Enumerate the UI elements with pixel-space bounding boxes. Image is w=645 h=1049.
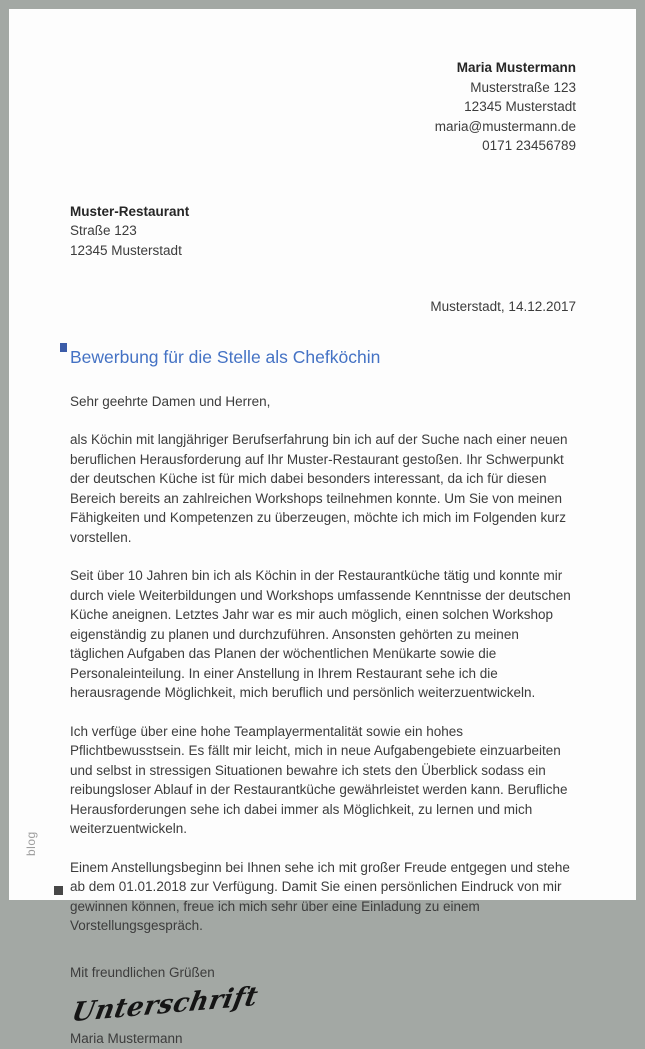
body-paragraph-2: Seit über 10 Jahren bin ich als Köchin in der Restaurantküche tätig und konnte mir durch viele Weiterbildungen und Workshops umfassende Kenntnisse der deutschen Küche aneignen. Letztes Jahr war es mir auch möglich, einen solchen Workshop eigenständig zu planen und durchzuführen. Ansonsten gehörten zu meinen täglichen Aufgaben das Planen der wöchentlichen Menükarte sowie die Personaleinteilung. In einer Anstellung in Ihrem Restaurant sehe ich die herausragende Möglichkeit, mich beruflich und persönlich weiterzuentwickeln.	[70, 568, 571, 700]
recipient-name: Muster-Restaurant	[70, 203, 190, 219]
closing-line: Mit freundlichen Grüßen	[70, 964, 215, 980]
sender-address-block	[70, 58, 576, 156]
corner-mark-square	[54, 886, 63, 895]
body-paragraph-4: Einem Anstellungsbeginn bei Ihnen sehe ich mit großer Freude entgegen und stehe ab dem 01.01.2018 zur Verfügung. Damit Sie einen persönlichen Eindruck von mir gewinnen können, freue ich mich sehr über eine Einladung zu einem Vorstellungsgespräch.	[70, 859, 570, 933]
signed-name: Maria Mustermann	[70, 1031, 183, 1046]
subject-bullet-square	[60, 343, 67, 352]
letter-page	[9, 9, 636, 1046]
recipient-street: Straße 123	[70, 223, 137, 238]
body-paragraph-1: als Köchin mit langjähriger Berufserfahrung bin ich auf der Suche nach einer neuen beruflichen Herausforderung auf Ihr Muster-Restaurant gestoßen. Ihr Schwerpunkt der deutschen Küche ist für mich dabei besonders interessant, da ich für diesen Bereich bereits an zahlreichen Workshops teilnehmen konnte. Um Sie von meinen Fähigkeiten und Kompetenzen zu überzeugen, möchte ich mich im Folgenden kurz vorstellen.	[70, 432, 568, 545]
subject-text: Bewerbung für die Stelle als Chefköchin	[70, 346, 381, 367]
sender-city: 12345 Musterstadt	[464, 99, 576, 114]
date-line: Musterstadt, 14.12.2017	[430, 299, 576, 314]
recipient-city: 12345 Musterstadt	[70, 242, 182, 258]
recipient-address-block	[70, 202, 576, 261]
blog-watermark: blog	[24, 831, 38, 856]
sender-name: Maria Mustermann	[456, 60, 576, 75]
salutation: Sehr geehrte Damen und Herren,	[70, 393, 271, 409]
body-paragraph-3: Ich verfüge über eine hohe Teamplayermentalität sowie ein hohes Pflichtbewusstsein. Es fällt mir leicht, mich in neue Aufgabengebiete einzuarbeiten und selbst in stressigen Situationen bewahre ich stets den Überblick sodass ein reibungsloser Ablauf in der Restaurantküche gewährleistet werden kann. Berufliche Herausforderungen sehe ich dabei immer als Möglichkeit, zu lernen und mich weiterzuentwickeln.	[70, 723, 568, 836]
sender-street: Musterstraße 123	[470, 79, 576, 95]
sender-phone: 0171 23456789	[482, 138, 576, 153]
handwritten-signature: Unterschrift	[69, 981, 261, 1029]
sender-email: maria@mustermann.de	[434, 118, 576, 134]
subject-line	[70, 346, 576, 368]
